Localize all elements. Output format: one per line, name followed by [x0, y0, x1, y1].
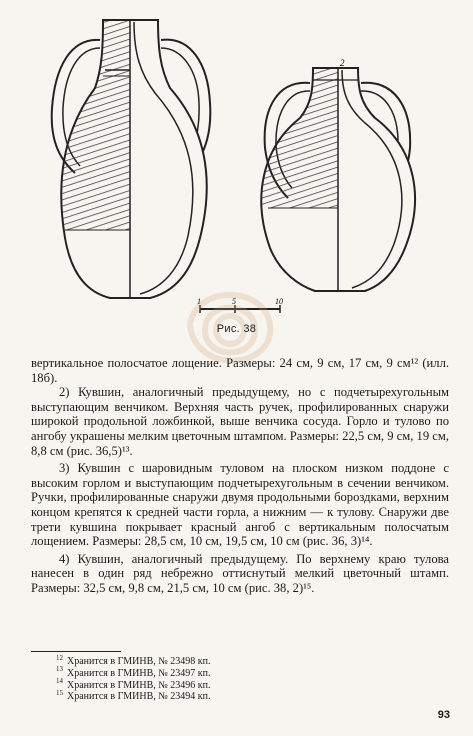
paragraph: вертикальное полосчатое лощение. Размеры: 24 см, 9 см, 17 см, 9 см¹² (илл. 18б).: [31, 356, 449, 385]
paragraph: 3) Кувшин с шаровидным туловом на плоском низком поддоне с высоким горлом и выступающим подчетырехугольным в сечении венчиком. Ручки, профилированные снаружи двумя продольными бороздками, верхним концом крепятся к средней части горла, а нижним — к тулову. Снаружи две трети кувшина покрывает красный ангоб с вертикальным полосчатым лощением. Размеры: 28,5 см, 10 см, 19,5 см, 10 см (рис. 36, 3)¹⁴.: [31, 461, 449, 549]
paragraph: 4) Кувшин, аналогичный предыдущему. По верхнему краю тулова нанесен в один ряд небрежно оттиснутый мелкий цветочный штамп. Размеры: 32,5 см, 9,8 см, 21,5 см, 10 см (рис. 38, 2)¹⁵.: [31, 551, 449, 595]
footnote: $^{13}$ Хранится в ГМИНВ, № 23497 кп.: [56, 665, 211, 679]
footnote: $^{15}$ Хранится в ГМИНВ, № 23494 кп.: [56, 689, 211, 703]
paragraph: 2) Кувшин, аналогичный предыдущему, но с подчетырехугольным выступающим венчиком. Верхняя часть ручек, профилированных снаружи широкой продольной ложбинкой, выше венчика сосуда. Горло и тулово по ангобу украшены мелким цветочным штампом. Размеры: 22,5 см, 9 см, 19 см, 8,8 см (рис. 36,5)¹³.: [31, 385, 449, 458]
footnote: $^{14}$ Хранится в ГМИНВ, № 23496 кп.: [56, 677, 211, 691]
body-text: [31, 356, 449, 596]
footnote: $^{12}$ Хранится в ГМИНВ, № 23498 кп.: [56, 653, 211, 667]
page-number: 93: [437, 709, 450, 721]
jug-left: [50, 20, 220, 300]
jug-right: [260, 58, 428, 298]
footnote-divider: [31, 651, 121, 652]
scale-mark: 5: [232, 297, 236, 306]
vessel-label: 2: [340, 58, 345, 68]
figure-caption: Рис. 38: [216, 323, 257, 335]
scale-mark: 10: [275, 297, 283, 306]
footnotes: [56, 653, 416, 703]
scale-mark: 1: [197, 297, 201, 306]
